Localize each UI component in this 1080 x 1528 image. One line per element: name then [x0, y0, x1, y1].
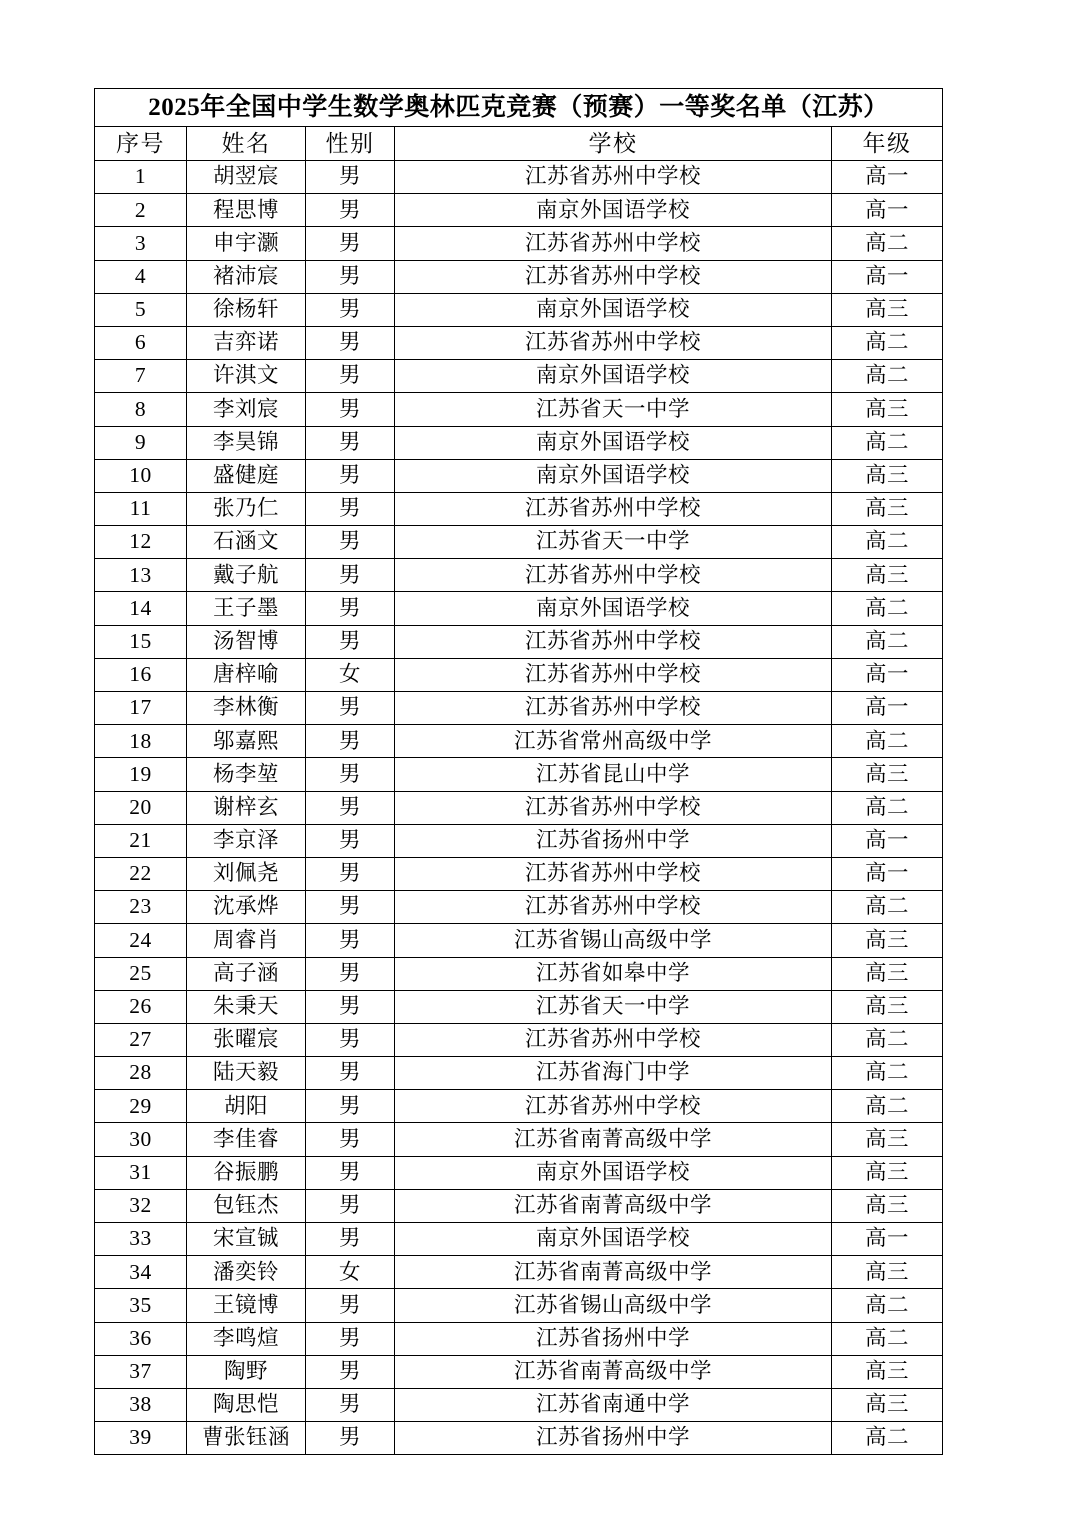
cell-gender: 男 [306, 692, 395, 725]
cell-name: 谷振鹏 [187, 1156, 306, 1189]
cell-gender: 男 [306, 791, 395, 824]
table-row [95, 360, 943, 393]
table-row [95, 1256, 943, 1289]
cell-index: 8 [95, 393, 187, 426]
cell-gender: 男 [306, 924, 395, 957]
cell-name: 李昊锦 [187, 426, 306, 459]
cell-name: 程思博 [187, 194, 306, 227]
cell-gender: 男 [306, 1355, 395, 1388]
cell-school: 江苏省苏州中学校 [395, 1023, 832, 1056]
cell-name: 沈承烨 [187, 891, 306, 924]
cell-name: 宋宣铖 [187, 1223, 306, 1256]
table-row [95, 1289, 943, 1322]
table-row [95, 1388, 943, 1421]
table-row [95, 1422, 943, 1455]
cell-index: 21 [95, 824, 187, 857]
cell-grade: 高二 [832, 360, 943, 393]
cell-name: 李佳睿 [187, 1123, 306, 1156]
cell-grade: 高三 [832, 957, 943, 990]
cell-gender: 男 [306, 1289, 395, 1322]
table-row [95, 1156, 943, 1189]
document-title: 2025年全国中学生数学奥林匹克竞赛（预赛）一等奖名单（江苏） [95, 89, 943, 127]
table-row [95, 459, 943, 492]
cell-index: 37 [95, 1355, 187, 1388]
cell-index: 15 [95, 625, 187, 658]
cell-index: 5 [95, 293, 187, 326]
cell-name: 李京泽 [187, 824, 306, 857]
cell-gender: 男 [306, 1057, 395, 1090]
cell-gender: 男 [306, 526, 395, 559]
cell-school: 江苏省苏州中学校 [395, 692, 832, 725]
cell-gender: 男 [306, 592, 395, 625]
cell-gender: 男 [306, 625, 395, 658]
table-row [95, 857, 943, 890]
cell-name: 石涵文 [187, 526, 306, 559]
table-row [95, 194, 943, 227]
cell-index: 2 [95, 194, 187, 227]
cell-school: 江苏省苏州中学校 [395, 857, 832, 890]
cell-grade: 高三 [832, 559, 943, 592]
cell-gender: 男 [306, 1388, 395, 1421]
table-row [95, 161, 943, 194]
cell-index: 12 [95, 526, 187, 559]
cell-index: 9 [95, 426, 187, 459]
cell-grade: 高三 [832, 492, 943, 525]
cell-name: 褚沛宸 [187, 260, 306, 293]
cell-name: 汤智博 [187, 625, 306, 658]
cell-name: 戴子航 [187, 559, 306, 592]
cell-name: 李鸣煊 [187, 1322, 306, 1355]
cell-index: 13 [95, 559, 187, 592]
table-row [95, 891, 943, 924]
cell-school: 南京外国语学校 [395, 1156, 832, 1189]
cell-school: 江苏省常州高级中学 [395, 725, 832, 758]
table-row [95, 1322, 943, 1355]
cell-index: 36 [95, 1322, 187, 1355]
cell-name: 曹张钰涵 [187, 1422, 306, 1455]
cell-school: 江苏省扬州中学 [395, 1422, 832, 1455]
table-row [95, 1123, 943, 1156]
cell-gender: 男 [306, 1090, 395, 1123]
cell-school: 江苏省苏州中学校 [395, 492, 832, 525]
cell-grade: 高一 [832, 161, 943, 194]
cell-school: 江苏省天一中学 [395, 990, 832, 1023]
cell-index: 16 [95, 658, 187, 691]
cell-grade: 高二 [832, 1090, 943, 1123]
cell-school: 江苏省南菁高级中学 [395, 1189, 832, 1222]
cell-school: 南京外国语学校 [395, 194, 832, 227]
cell-grade: 高三 [832, 1256, 943, 1289]
table-row [95, 592, 943, 625]
table-row [95, 426, 943, 459]
table-row [95, 758, 943, 791]
cell-name: 杨李堃 [187, 758, 306, 791]
cell-school: 江苏省苏州中学校 [395, 791, 832, 824]
cell-name: 唐梓喻 [187, 658, 306, 691]
cell-gender: 男 [306, 725, 395, 758]
table-row [95, 658, 943, 691]
cell-grade: 高一 [832, 692, 943, 725]
table-row [95, 957, 943, 990]
cell-school: 江苏省苏州中学校 [395, 559, 832, 592]
cell-school: 南京外国语学校 [395, 459, 832, 492]
cell-school: 江苏省扬州中学 [395, 824, 832, 857]
cell-gender: 男 [306, 1189, 395, 1222]
column-header-school: 学校 [395, 127, 832, 161]
cell-grade: 高三 [832, 459, 943, 492]
cell-gender: 男 [306, 559, 395, 592]
cell-school: 江苏省南菁高级中学 [395, 1355, 832, 1388]
cell-gender: 男 [306, 459, 395, 492]
cell-index: 1 [95, 161, 187, 194]
table-row [95, 326, 943, 359]
cell-school: 江苏省南菁高级中学 [395, 1256, 832, 1289]
cell-grade: 高三 [832, 1123, 943, 1156]
cell-index: 14 [95, 592, 187, 625]
cell-index: 30 [95, 1123, 187, 1156]
table-row [95, 526, 943, 559]
cell-index: 17 [95, 692, 187, 725]
cell-school: 江苏省南菁高级中学 [395, 1123, 832, 1156]
cell-name: 邬嘉熙 [187, 725, 306, 758]
cell-grade: 高一 [832, 194, 943, 227]
cell-grade: 高二 [832, 426, 943, 459]
table-row [95, 227, 943, 260]
cell-school: 江苏省苏州中学校 [395, 161, 832, 194]
cell-grade: 高二 [832, 791, 943, 824]
cell-grade: 高二 [832, 526, 943, 559]
cell-grade: 高一 [832, 824, 943, 857]
cell-grade: 高一 [832, 1223, 943, 1256]
cell-gender: 女 [306, 1256, 395, 1289]
cell-index: 26 [95, 990, 187, 1023]
cell-gender: 男 [306, 1322, 395, 1355]
cell-name: 李刘宸 [187, 393, 306, 426]
cell-school: 江苏省苏州中学校 [395, 1090, 832, 1123]
cell-gender: 男 [306, 161, 395, 194]
cell-gender: 男 [306, 1422, 395, 1455]
cell-name: 张乃仁 [187, 492, 306, 525]
cell-name: 陆天毅 [187, 1057, 306, 1090]
cell-grade: 高三 [832, 293, 943, 326]
cell-gender: 男 [306, 758, 395, 791]
cell-school: 江苏省如皋中学 [395, 957, 832, 990]
award-list-table-body [95, 89, 943, 1455]
table-row [95, 990, 943, 1023]
cell-grade: 高二 [832, 1322, 943, 1355]
cell-school: 江苏省苏州中学校 [395, 227, 832, 260]
table-row [95, 791, 943, 824]
cell-gender: 男 [306, 1156, 395, 1189]
column-header-name: 姓名 [187, 127, 306, 161]
cell-school: 南京外国语学校 [395, 1223, 832, 1256]
cell-index: 27 [95, 1023, 187, 1056]
cell-school: 江苏省苏州中学校 [395, 658, 832, 691]
cell-school: 江苏省南通中学 [395, 1388, 832, 1421]
cell-index: 31 [95, 1156, 187, 1189]
cell-grade: 高二 [832, 1023, 943, 1056]
cell-grade: 高三 [832, 1355, 943, 1388]
cell-index: 6 [95, 326, 187, 359]
cell-gender: 男 [306, 857, 395, 890]
cell-name: 盛健庭 [187, 459, 306, 492]
cell-grade: 高二 [832, 725, 943, 758]
cell-grade: 高一 [832, 260, 943, 293]
cell-gender: 男 [306, 326, 395, 359]
cell-name: 申宇灏 [187, 227, 306, 260]
cell-index: 29 [95, 1090, 187, 1123]
cell-grade: 高二 [832, 891, 943, 924]
cell-school: 南京外国语学校 [395, 360, 832, 393]
table-row [95, 1189, 943, 1222]
table-row [95, 492, 943, 525]
award-list-table-container [94, 88, 942, 1455]
cell-gender: 男 [306, 293, 395, 326]
table-row [95, 293, 943, 326]
cell-grade: 高一 [832, 658, 943, 691]
cell-index: 19 [95, 758, 187, 791]
cell-grade: 高二 [832, 625, 943, 658]
cell-school: 江苏省苏州中学校 [395, 891, 832, 924]
cell-grade: 高三 [832, 1388, 943, 1421]
cell-grade: 高二 [832, 1422, 943, 1455]
cell-grade: 高三 [832, 393, 943, 426]
cell-grade: 高二 [832, 1057, 943, 1090]
cell-name: 吉弈诺 [187, 326, 306, 359]
table-row [95, 393, 943, 426]
award-list-table [94, 88, 943, 1455]
cell-school: 江苏省天一中学 [395, 526, 832, 559]
cell-school: 南京外国语学校 [395, 592, 832, 625]
cell-school: 江苏省天一中学 [395, 393, 832, 426]
cell-grade: 高二 [832, 326, 943, 359]
cell-gender: 男 [306, 891, 395, 924]
cell-gender: 男 [306, 1223, 395, 1256]
column-header-gender: 性别 [306, 127, 395, 161]
cell-gender: 男 [306, 824, 395, 857]
table-row [95, 692, 943, 725]
cell-index: 4 [95, 260, 187, 293]
cell-gender: 男 [306, 990, 395, 1023]
table-row [95, 1023, 943, 1056]
cell-index: 25 [95, 957, 187, 990]
cell-name: 徐杨轩 [187, 293, 306, 326]
table-title-row [95, 89, 943, 127]
cell-gender: 男 [306, 227, 395, 260]
cell-index: 10 [95, 459, 187, 492]
cell-name: 刘佩尧 [187, 857, 306, 890]
cell-name: 许淇文 [187, 360, 306, 393]
cell-grade: 高三 [832, 924, 943, 957]
column-header-grade: 年级 [832, 127, 943, 161]
cell-grade: 高三 [832, 990, 943, 1023]
cell-index: 18 [95, 725, 187, 758]
cell-name: 陶思恺 [187, 1388, 306, 1421]
cell-index: 3 [95, 227, 187, 260]
cell-name: 高子涵 [187, 957, 306, 990]
cell-gender: 男 [306, 1123, 395, 1156]
cell-name: 谢梓玄 [187, 791, 306, 824]
cell-grade: 高三 [832, 758, 943, 791]
cell-name: 周睿肖 [187, 924, 306, 957]
cell-index: 38 [95, 1388, 187, 1421]
cell-index: 23 [95, 891, 187, 924]
cell-grade: 高二 [832, 227, 943, 260]
cell-gender: 男 [306, 360, 395, 393]
cell-gender: 男 [306, 492, 395, 525]
cell-index: 35 [95, 1289, 187, 1322]
cell-school: 江苏省扬州中学 [395, 1322, 832, 1355]
table-row [95, 924, 943, 957]
cell-gender: 男 [306, 194, 395, 227]
cell-name: 朱秉天 [187, 990, 306, 1023]
cell-school: 江苏省锡山高级中学 [395, 1289, 832, 1322]
table-row [95, 1223, 943, 1256]
table-row [95, 1090, 943, 1123]
column-header-index: 序号 [95, 127, 187, 161]
cell-name: 张曜宸 [187, 1023, 306, 1056]
table-row [95, 824, 943, 857]
cell-index: 11 [95, 492, 187, 525]
cell-grade: 高二 [832, 1289, 943, 1322]
cell-school: 江苏省锡山高级中学 [395, 924, 832, 957]
cell-name: 王镜博 [187, 1289, 306, 1322]
cell-name: 胡翌宸 [187, 161, 306, 194]
cell-gender: 男 [306, 260, 395, 293]
cell-name: 李林衡 [187, 692, 306, 725]
cell-school: 江苏省苏州中学校 [395, 326, 832, 359]
cell-grade: 高三 [832, 1189, 943, 1222]
table-row [95, 1057, 943, 1090]
cell-index: 20 [95, 791, 187, 824]
cell-name: 陶野 [187, 1355, 306, 1388]
cell-grade: 高二 [832, 592, 943, 625]
cell-gender: 男 [306, 1023, 395, 1056]
cell-index: 24 [95, 924, 187, 957]
cell-gender: 女 [306, 658, 395, 691]
table-row [95, 725, 943, 758]
table-header-row [95, 127, 943, 161]
cell-school: 江苏省海门中学 [395, 1057, 832, 1090]
table-row [95, 625, 943, 658]
cell-school: 江苏省苏州中学校 [395, 260, 832, 293]
cell-school: 江苏省苏州中学校 [395, 625, 832, 658]
cell-name: 胡阳 [187, 1090, 306, 1123]
cell-gender: 男 [306, 393, 395, 426]
cell-grade: 高三 [832, 1156, 943, 1189]
cell-name: 王子墨 [187, 592, 306, 625]
cell-gender: 男 [306, 426, 395, 459]
cell-school: 南京外国语学校 [395, 293, 832, 326]
table-row [95, 559, 943, 592]
cell-gender: 男 [306, 957, 395, 990]
cell-index: 39 [95, 1422, 187, 1455]
cell-index: 34 [95, 1256, 187, 1289]
cell-index: 33 [95, 1223, 187, 1256]
cell-index: 32 [95, 1189, 187, 1222]
table-row [95, 1355, 943, 1388]
cell-name: 包钰杰 [187, 1189, 306, 1222]
cell-index: 7 [95, 360, 187, 393]
cell-name: 潘奕铃 [187, 1256, 306, 1289]
cell-grade: 高一 [832, 857, 943, 890]
cell-school: 南京外国语学校 [395, 426, 832, 459]
cell-index: 28 [95, 1057, 187, 1090]
table-row [95, 260, 943, 293]
cell-index: 22 [95, 857, 187, 890]
cell-school: 江苏省昆山中学 [395, 758, 832, 791]
